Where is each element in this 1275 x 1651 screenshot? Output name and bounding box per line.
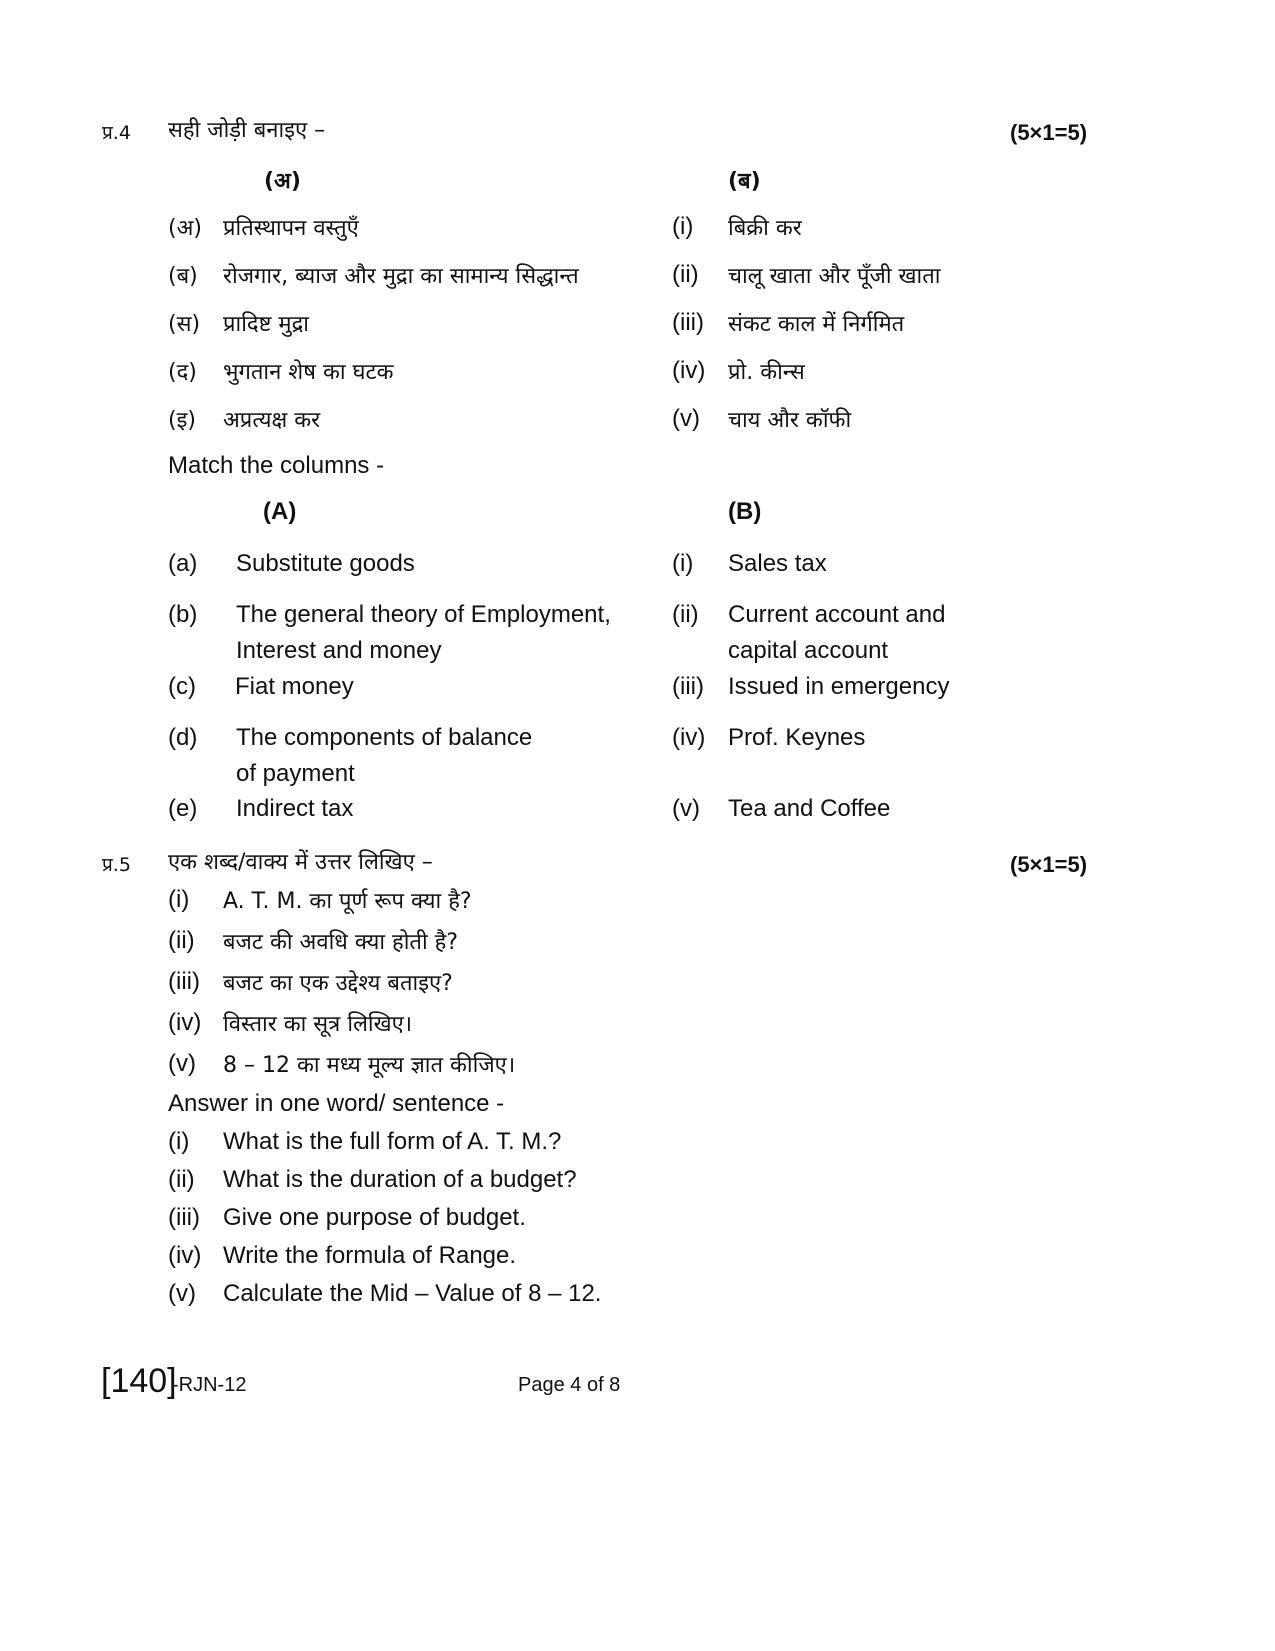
row-a-text: The general theory of Employment, (236, 601, 611, 628)
item-label: (iii) (168, 1204, 200, 1231)
item-text: 8 – 12 का मध्य मूल्य ज्ञात कीजिए। (223, 1053, 516, 1078)
row-b-text: चालू खाता और पूँजी खाता (728, 264, 941, 289)
row-b-label: (iii) (672, 309, 704, 336)
row-b-label: (iii) (672, 673, 704, 700)
q5-marks: (5×1=5) (1010, 852, 1088, 877)
item-text: Calculate the Mid – Value of 8 – 12. (223, 1280, 602, 1307)
footer-paper-suffix: -RJN-12 (172, 1374, 247, 1396)
q4-title-hindi: सही जोड़ी बनाइए – (168, 118, 326, 143)
row-b-label: (ii) (672, 261, 699, 288)
row-a-text: Fiat money (235, 673, 354, 700)
item-text: What is the full form of A. T. M.? (223, 1128, 562, 1155)
item-text: बजट का एक उद्देश्य बताइए? (223, 971, 453, 996)
row-b-text: बिक्री कर (728, 216, 802, 241)
q4-col-a-head-hindi: (अ) (264, 169, 301, 194)
row-b-text: Current account and (728, 601, 946, 628)
row-b-label: (iv) (672, 357, 706, 384)
item-label: (v) (168, 1280, 196, 1307)
item-text: विस्तार का सूत्र लिखिए। (223, 1012, 413, 1037)
row-b-text: capital account (728, 637, 889, 664)
item-text: Give one purpose of budget. (223, 1204, 526, 1231)
row-a-text: रोजगार, ब्याज और मुद्रा का सामान्य सिद्धान्त (223, 264, 579, 289)
item-text: Write the formula of Range. (223, 1242, 517, 1269)
row-b-label: (i) (672, 213, 694, 240)
q4-col-b-head-english: (B) (728, 498, 762, 525)
row-b-text: चाय और कॉफी (728, 408, 852, 433)
item-label: (iv) (168, 1242, 202, 1269)
row-a-label: (d) (168, 724, 198, 751)
row-b-text: Prof. Keynes (728, 724, 866, 751)
row-a-text: प्रतिस्थापन वस्तुएँ (223, 216, 359, 241)
item-label: (i) (168, 1128, 190, 1155)
row-a-label: (ब) (168, 264, 198, 289)
q5-title-hindi: एक शब्द/वाक्य में उत्तर लिखिए – (168, 850, 433, 875)
q4-col-b-head-hindi: (ब) (728, 169, 761, 194)
row-b-text: प्रो. कीन्स (728, 360, 805, 385)
row-a-text: Interest and money (236, 637, 442, 664)
row-b-text: Sales tax (728, 550, 827, 577)
item-label: (iv) (168, 1009, 202, 1036)
row-a-label: (अ) (168, 216, 202, 241)
footer-page-number: Page 4 of 8 (518, 1374, 621, 1396)
row-b-label: (v) (672, 405, 700, 432)
q4-number: प्र.4 (102, 122, 131, 144)
row-b-text: संकट काल में निर्गमित (728, 312, 905, 337)
item-label: (v) (168, 1050, 196, 1077)
q4-title-english: Match the columns - (168, 452, 385, 479)
row-a-text: प्रादिष्ट मुद्रा (223, 312, 309, 337)
row-b-text: Tea and Coffee (728, 795, 891, 822)
row-a-text: Indirect tax (236, 795, 354, 822)
row-a-label: (द) (168, 360, 197, 385)
row-a-label: (स) (168, 312, 201, 337)
row-b-label: (v) (672, 795, 700, 822)
item-label: (ii) (168, 927, 195, 954)
row-a-text: of payment (236, 760, 355, 787)
item-label: (ii) (168, 1166, 195, 1193)
row-a-label: (a) (168, 550, 198, 577)
footer-paper-code: [140] (101, 1362, 177, 1400)
q4-marks: (5×1=5) (1010, 120, 1088, 145)
row-b-label: (iv) (672, 724, 706, 751)
q4-col-a-head-english: (A) (263, 498, 297, 525)
row-a-text: The components of balance (236, 724, 533, 751)
row-a-text: भुगतान शेष का घटक (223, 360, 394, 385)
row-a-text: अप्रत्यक्ष कर (223, 408, 321, 433)
q5-number: प्र.5 (102, 854, 131, 876)
row-b-label: (i) (672, 550, 694, 577)
row-a-text: Substitute goods (236, 550, 415, 577)
q5-title-english: Answer in one word/ sentence - (168, 1090, 505, 1117)
row-a-label: (इ) (168, 408, 196, 433)
item-label: (i) (168, 886, 190, 913)
row-a-label: (c) (168, 673, 196, 700)
row-b-text: Issued in emergency (728, 673, 950, 700)
row-a-label: (b) (168, 601, 198, 628)
row-a-label: (e) (168, 795, 198, 822)
item-text: बजट की अवधि क्या होती है? (223, 930, 459, 955)
row-b-label: (ii) (672, 601, 699, 628)
item-label: (iii) (168, 968, 200, 995)
item-text: What is the duration of a budget? (223, 1166, 577, 1193)
item-text: A. T. M. का पूर्ण रूप क्या है? (223, 889, 472, 914)
